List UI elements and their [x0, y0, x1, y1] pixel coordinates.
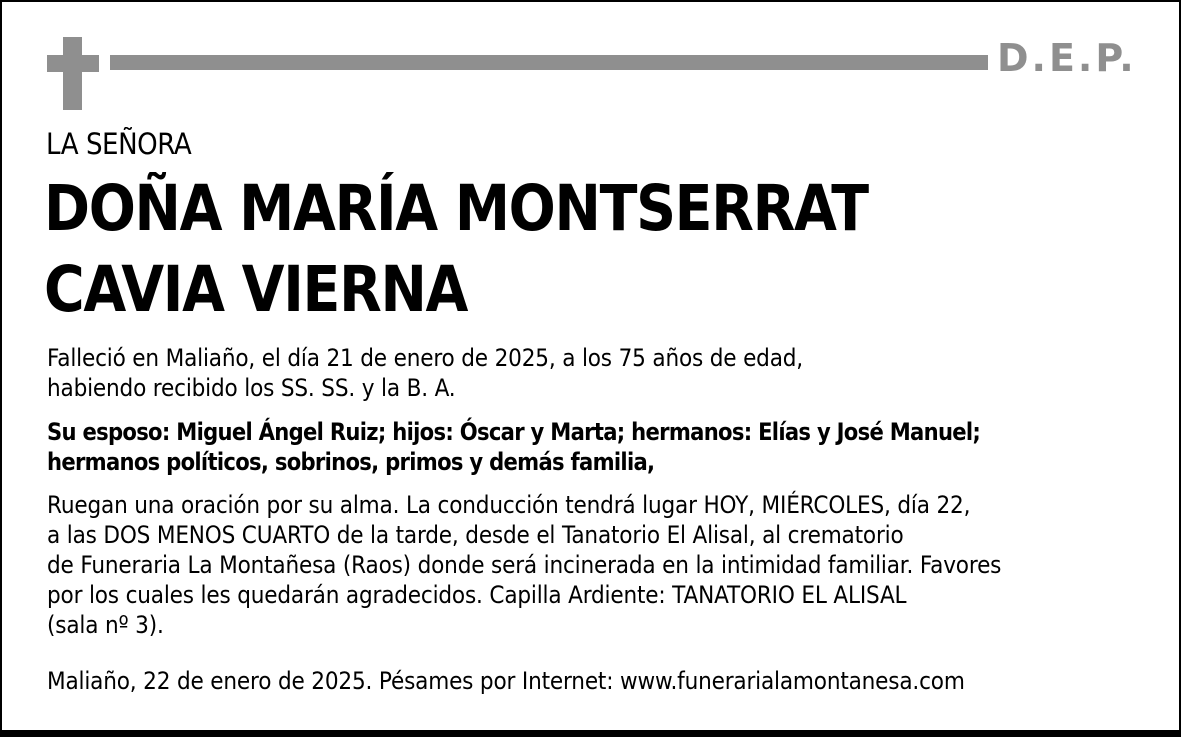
family-list: [47, 417, 980, 477]
ceremony-line: a las DOS MENOS CUARTO de la tarde, desde el Tanatorio El Alisal, al crematorio: [47, 521, 904, 549]
ceremony-line: Ruegan una oración por su alma. La conducción tendrá lugar HOY, MIÉRCOLES, día 22,: [47, 491, 971, 519]
death-announcement: [47, 343, 803, 403]
death-line: Falleció en Maliaño, el día 21 de enero de 2025, a los 75 años de edad,: [47, 344, 803, 372]
ceremony-line: (sala nº 3).: [47, 611, 164, 639]
dep-label: D.E.P.: [997, 36, 1137, 80]
deceased-name-line-1: DOÑA MARÍA MONTSERRAT: [44, 172, 868, 245]
deceased-name-line-2: CAVIA VIERNA: [44, 253, 468, 326]
death-line: habiendo recibido los SS. SS. y la B. A.: [47, 374, 456, 402]
footer-line: Maliaño, 22 de enero de 2025. Pésames por Internet: www.funerarialamontanesa.com: [47, 667, 965, 695]
ceremony-line: de Funeraria La Montañesa (Raos) donde será incinerada en la intimidad familiar. Favores: [47, 551, 1002, 579]
family-line: Su esposo: Miguel Ángel Ruiz; hijos: Óscar y Marta; hermanos: Elías y José Manuel;: [47, 418, 981, 446]
ceremony-details: [47, 490, 1001, 640]
ceremony-line: por los cuales les quedarán agradecidos. Capilla Ardiente: TANATORIO EL ALISAL: [47, 581, 907, 609]
cross-icon: [47, 37, 99, 110]
family-line: hermanos políticos, sobrinos, primos y demás familia,: [47, 448, 655, 476]
intro-title: LA SEÑORA: [46, 127, 192, 161]
header-rule: [110, 55, 988, 70]
